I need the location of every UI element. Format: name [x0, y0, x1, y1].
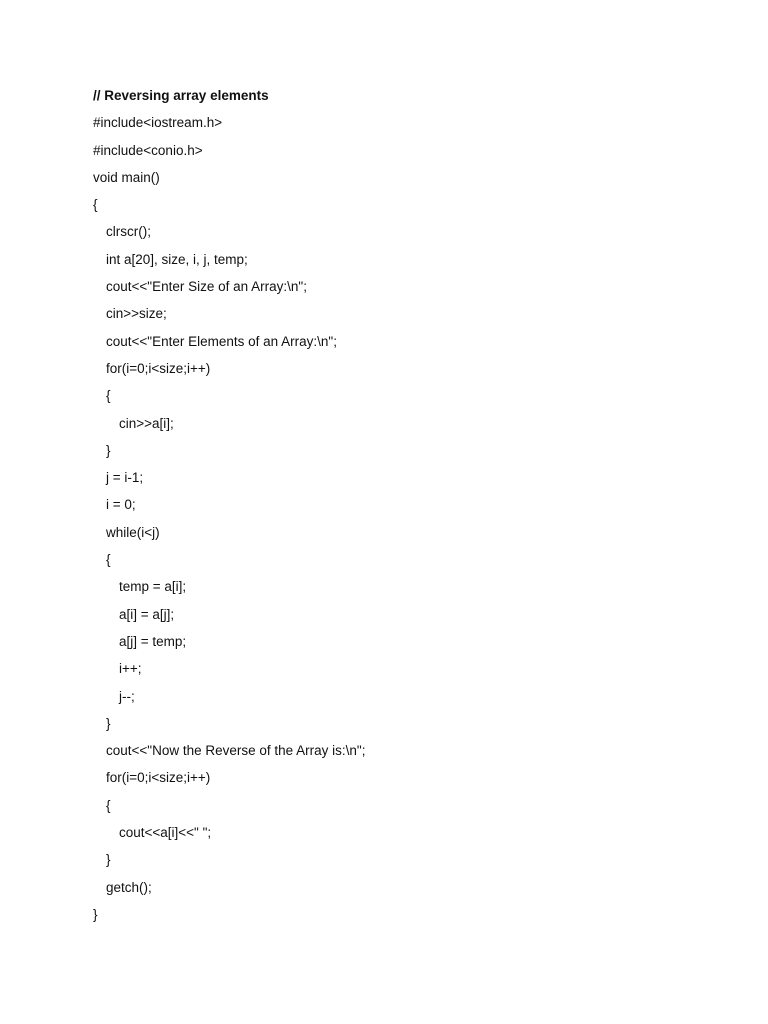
code-line: clrscr();	[106, 224, 151, 240]
code-line: {	[93, 197, 98, 213]
code-line: #include<iostream.h>	[93, 115, 223, 131]
code-comment-title: // Reversing array elements	[93, 88, 269, 103]
code-line: j = i-1;	[106, 470, 144, 486]
code-line: }	[106, 852, 111, 868]
code-line: cout<<"Now the Reverse of the Array is:\n";	[106, 743, 366, 759]
code-line: temp = a[i];	[119, 579, 187, 595]
code-line: cin>>size;	[106, 306, 167, 322]
code-line: }	[106, 715, 111, 731]
code-line: }	[106, 442, 111, 458]
code-line: getch();	[106, 879, 152, 895]
code-line: #include<conio.h>	[93, 142, 203, 158]
code-line: while(i<j)	[106, 524, 160, 540]
code-line: {	[106, 552, 111, 568]
code-line: j--;	[119, 688, 135, 704]
code-line: cout<<"Enter Elements of an Array:\n";	[106, 333, 337, 349]
code-line: void main()	[93, 169, 160, 185]
code-listing	[93, 84, 713, 930]
code-line: i = 0;	[106, 497, 136, 513]
code-line: i++;	[119, 661, 142, 677]
code-line: a[i] = a[j];	[119, 606, 175, 622]
code-line: for(i=0;i<size;i++)	[106, 360, 211, 376]
code-line: }	[93, 906, 98, 922]
code-line: {	[106, 388, 111, 404]
code-line: int a[20], size, i, j, temp;	[106, 251, 248, 267]
code-line: a[j] = temp;	[119, 633, 187, 649]
code-line: cin>>a[i];	[119, 415, 174, 431]
code-line: for(i=0;i<size;i++)	[106, 770, 211, 786]
code-line: {	[106, 797, 111, 813]
code-line: cout<<"Enter Size of an Array:\n";	[106, 279, 307, 295]
code-line: cout<<a[i]<<" ";	[119, 825, 212, 841]
